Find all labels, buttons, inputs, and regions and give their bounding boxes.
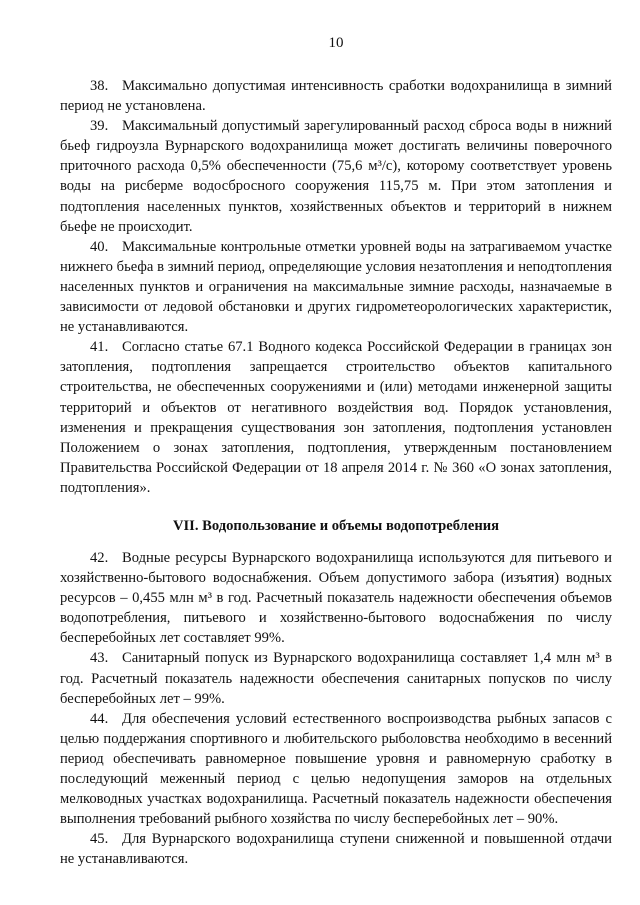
paragraph-number: 39. xyxy=(90,118,109,135)
paragraph-44 xyxy=(60,709,612,830)
document-body xyxy=(60,76,612,869)
paragraph-text: Согласно статье 67.1 Водного кодекса Российской Федерации в границах зон затопления, подтопления запрещается строительство объектов капитального строительства, не обеспеченных сооружениями и (или) методами инженерной защиты территорий и объектов от негативного воздействия вод. Порядок установления, изменения и прекращения существования зон затопления, подтопления установлен Положением о зонах затопления, подтопления, утвержденным постановлением Правительства Российской Федерации от 18 апреля 2014 г. № 360 «О зонах затопления, подтопления». xyxy=(60,339,612,496)
paragraph-number: 44. xyxy=(90,710,109,727)
paragraph-number: 45. xyxy=(90,831,109,848)
paragraph-42 xyxy=(60,548,612,648)
paragraph-40 xyxy=(60,237,612,337)
paragraph-number: 42. xyxy=(90,549,109,566)
paragraph-38 xyxy=(60,76,612,116)
paragraph-text: Максимальные контрольные отметки уровней воды на затрагиваемом участке нижнего бьефа в зимний период, определяющие условия незатопления и неподтопления населенных пунктов и ограничения на максимальные зимние расходы, назначаемые в зависимости от ледовой обстановки и других гидрометеорологических характеристик, не устанавливаются. xyxy=(60,238,612,336)
paragraph-text: Максимально допустимая интенсивность сработки водохранилища в зимний период не установлена. xyxy=(60,78,612,115)
paragraph-43 xyxy=(60,648,612,708)
paragraph-41 xyxy=(60,337,612,498)
paragraph-text: Для обеспечения условий естественного воспроизводства рыбных запасов с целью поддержания спортивного и любительского рыболовства необходимо в весенний период обеспечивать равномерное повышение уровня и равномерную сработку в последующий меженный период с целью недопущения заморов на отдельных мелководных участках водохранилища. Расчетный показатель надежности обеспечения выполнения требований рыбного хозяйства по числу бесперебойных лет – 90%. xyxy=(60,710,612,828)
paragraph-number: 43. xyxy=(90,650,109,667)
paragraph-text: Для Вурнарского водохранилища ступени сниженной и повышенной отдачи не устанавливаются. xyxy=(60,831,612,868)
paragraph-text: Максимальный допустимый зарегулированный расход сброса воды в нижний бьеф гидроузла Вурнарского водохранилища может достигать величины поверочного приточного расхода 0,5% обеспеченности (75,6 м³/с), которому соответствует уровень воды на рисберме водосбросного сооружения 115,75 м. При этом затопления и подтопления населенных пунктов, хозяйственных объектов и территорий в нижнем бьефе не происходит. xyxy=(60,118,612,235)
section-heading: VII. Водопользование и объемы водопотребления xyxy=(172,517,500,534)
paragraph-number: 38. xyxy=(90,78,109,94)
paragraph-45 xyxy=(60,829,612,869)
page-number: 10 xyxy=(328,35,344,51)
document-page xyxy=(60,0,612,905)
paragraph-number: 40. xyxy=(90,238,109,255)
paragraph-text: Санитарный попуск из Вурнарского водохранилища составляет 1,4 млн м³ в год. Расчетный показатель надежности обеспечения санитарных попусков по числу бесперебойных лет – 99%. xyxy=(60,650,612,707)
paragraph-text: Водные ресурсы Вурнарского водохранилища используются для питьевого и хозяйственно-бытового водоснабжения. Объем допустимого забора (изъятия) водных ресурсов – 0,455 млн м³ в год. Расчетный показатель надежности обеспечения объемов водопотребления, питьевого и хозяйственно-бытового водоснабжения по числу бесперебойных лет составляет 99%. xyxy=(60,549,612,647)
paragraph-39 xyxy=(60,116,612,237)
paragraph-number: 41. xyxy=(90,339,109,356)
